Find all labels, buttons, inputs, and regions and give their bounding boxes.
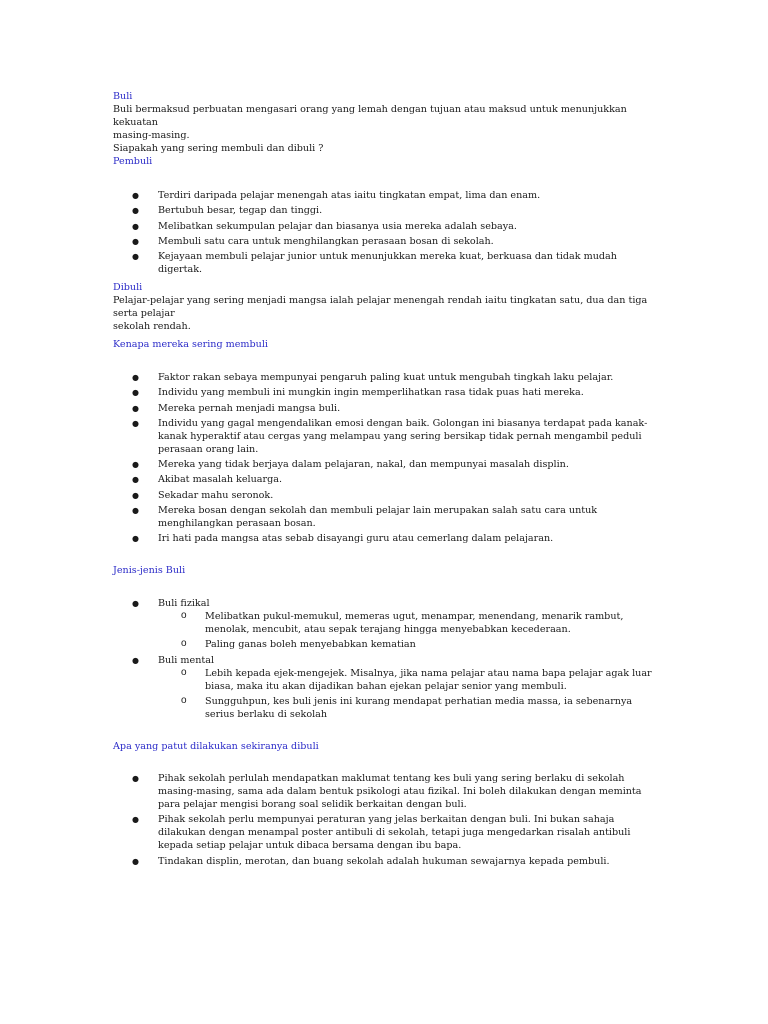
heading-dibuli: Dibuli (113, 282, 143, 293)
heading-pembuli: Pembuli (113, 156, 153, 167)
list-item: ● Individu yang membuli ini mungkin ingin memperlihatkan rasa tidak puas hati mereka. (113, 386, 658, 399)
apa-list (113, 772, 658, 870)
list-item: ● Akibat masalah keluarga. (113, 473, 658, 486)
sub-list-item: o Sungguhpun, kes buli jenis ini kurang mendapat perhatian media massa, ia sebenarnya serius berlaku di sekolah (158, 695, 658, 721)
sub-list-item: o Paling ganas boleh menyebabkan kematian (158, 638, 658, 651)
list-item: ● Membuli satu cara untuk menghilangkan perasaan bosan di sekolah. (113, 235, 658, 248)
mental-sublist (158, 667, 658, 721)
kenapa-list (113, 371, 658, 548)
sub-list-item: o Melibatkan pukul-memukul, memeras ugut, menampar, menendang, menarik rambut, menolak, mencubit, atau sepak terajang hingga menyebabkan kecederaan. (158, 610, 658, 636)
sub-list-item: o Lebih kepada ejek-mengejek. Misalnya, jika nama pelajar atau nama bapa pelajar agak luar biasa, maka itu akan dijadikan bahan ejekan pelajar senior yang membuli. (158, 667, 658, 693)
list-item-mental (113, 654, 658, 721)
pembuli-list (113, 189, 658, 278)
mental-label: ● Buli mental (158, 654, 215, 666)
heading-buli: Buli (113, 91, 133, 102)
list-item: ● Bertubuh besar, tegap dan tinggi. (113, 204, 658, 217)
list-item: ● Iri hati pada mangsa atas sebab disayangi guru atau cemerlang dalam pelajaran. (113, 532, 658, 545)
list-item: ● Tindakan displin, merotan, dan buang sekolah adalah hukuman sewajarnya kepada pembuli. (113, 855, 658, 868)
fizikal-sublist (158, 610, 658, 651)
list-item: ● Faktor rakan sebaya mempunyai pengaruh paling kuat untuk mengubah tingkah laku pelajar. (113, 371, 658, 384)
dibuli-paragraph (113, 294, 658, 333)
list-item-fizikal (113, 597, 658, 651)
heading-kenapa: Kenapa mereka sering membuli (113, 339, 268, 350)
intro-line: masing-masing. (113, 130, 190, 141)
intro-line: Buli bermaksud perbuatan mengasari orang yang lemah dengan tujuan atau maksud untuk menunjukkan kekuatan (113, 104, 627, 128)
heading-apa: Apa yang patut dilakukan sekiranya dibuli (113, 741, 319, 752)
jenis-list (113, 597, 658, 723)
fizikal-label: ● Buli fizikal (158, 598, 210, 609)
list-item: ● Mereka yang tidak berjaya dalam pelajaran, nakal, dan mempunyai masalah displin. (113, 458, 658, 471)
dibuli-line: Pelajar-pelajar yang sering menjadi mangsa ialah pelajar menengah rendah iaitu tingkatan satu, dua dan tiga serta pelajar (113, 295, 648, 319)
list-item: ● Sekadar mahu seronok. (113, 489, 658, 502)
list-item: ● Pihak sekolah perlu mempunyai peraturan yang jelas berkaitan dengan buli. Ini bukan sahaja dilakukan dengan menampal poster antibuli di sekolah, tetapi juga mengedarkan risalah antibuli kepada setiap pelajar untuk dibaca bersama dengan ibu bapa. (113, 813, 658, 852)
list-item: ● Kejayaan membuli pelajar junior untuk menunjukkan mereka kuat, berkuasa dan tidak mudah digertak. (113, 250, 658, 276)
intro-paragraph (113, 103, 658, 155)
list-item: ● Pihak sekolah perlulah mendapatkan maklumat tentang kes buli yang sering berlaku di sekolah masing-masing, sama ada dalam bentuk psikologi atau fizikal. Ini boleh dilakukan dengan meminta para pelajar mengisi borang soal selidik berkaitan dengan buli. (113, 772, 658, 811)
list-item: ● Mereka bosan dengan sekolah dan membuli pelajar lain merupakan salah satu cara untuk menghilangkan perasaan bosan. (113, 504, 658, 530)
list-item: ● Melibatkan sekumpulan pelajar dan biasanya usia mereka adalah sebaya. (113, 220, 658, 233)
heading-jenis: Jenis-jenis Buli (113, 565, 186, 576)
dibuli-line: sekolah rendah. (113, 321, 191, 332)
list-item: ● Terdiri daripada pelajar menengah atas iaitu tingkatan empat, lima dan enam. (113, 189, 658, 202)
list-item: ● Individu yang gagal mengendalikan emosi dengan baik. Golongan ini biasanya terdapat pada kanak-kanak hyperaktif atau cergas yang melampau yang sering bersikap tidak pernah mengambil peduli perasaan orang lain. (113, 417, 658, 456)
list-item: ● Mereka pernah menjadi mangsa buli. (113, 402, 658, 415)
intro-line: Siapakah yang sering membuli dan dibuli ? (113, 143, 324, 154)
